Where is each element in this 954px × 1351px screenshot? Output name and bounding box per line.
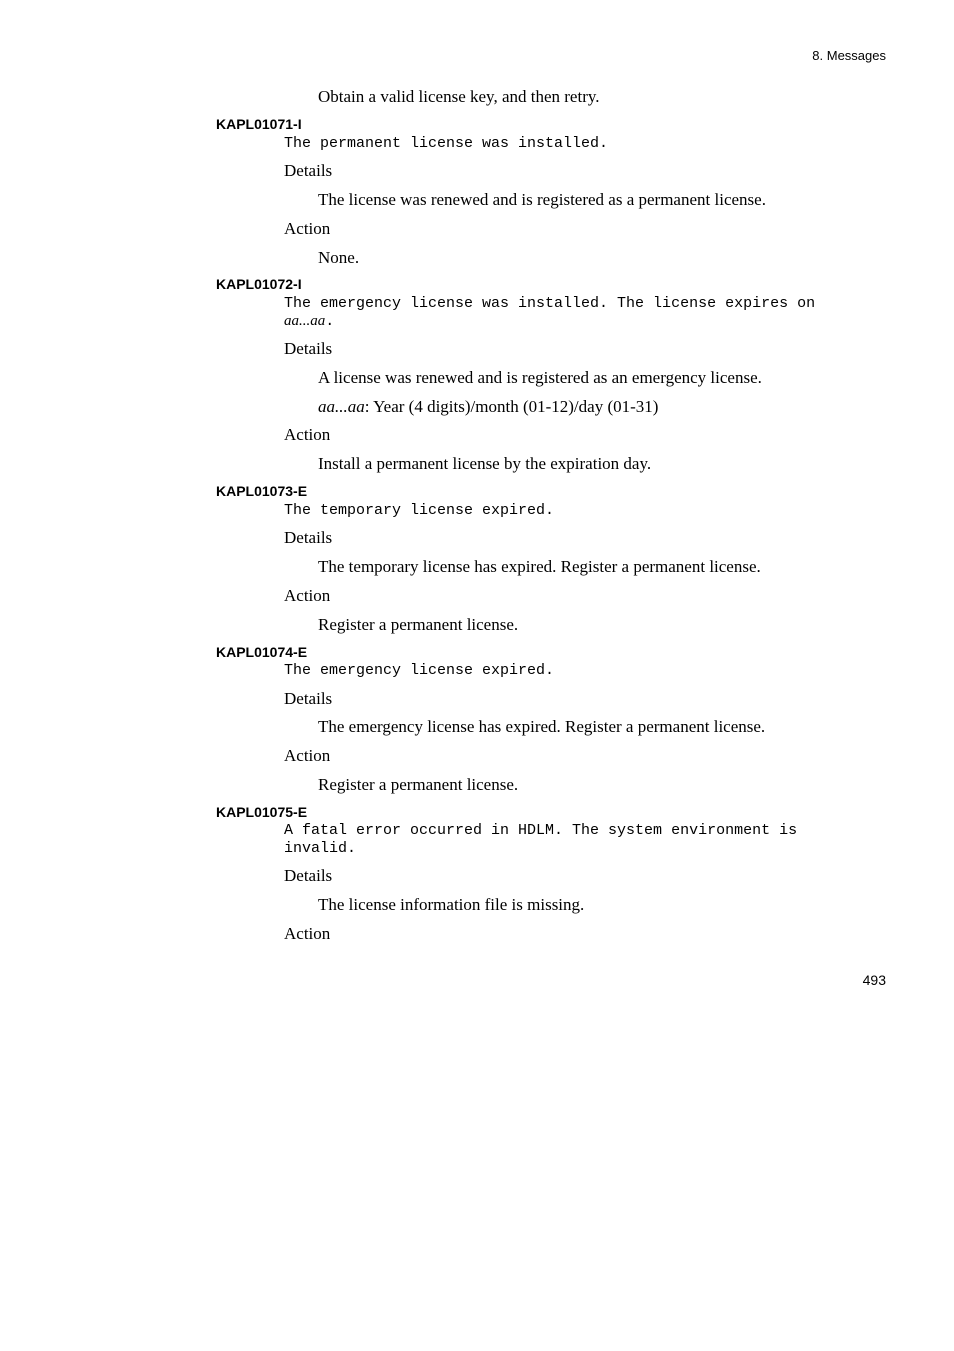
variable-name: aa...aa bbox=[318, 397, 365, 416]
action-label: Action bbox=[284, 425, 331, 444]
action-text: Register a permanent license. bbox=[318, 775, 519, 794]
details-text: The license was renewed and is registered as a permanent license. bbox=[318, 190, 766, 209]
details-text: The temporary license has expired. Register a permanent license. bbox=[318, 557, 761, 576]
action-text: Install a permanent license by the expiration day. bbox=[318, 454, 652, 473]
action-text: None. bbox=[318, 248, 360, 267]
details-label: Details bbox=[284, 339, 333, 358]
message-id: KAPL01073-E bbox=[216, 483, 308, 499]
details-label: Details bbox=[284, 528, 333, 547]
message-text-line2 bbox=[284, 313, 334, 330]
message-id: KAPL01072-I bbox=[216, 276, 302, 292]
message-text-line2: invalid. bbox=[284, 840, 357, 857]
action-label: Action bbox=[284, 219, 331, 238]
message-variable: aa...aa bbox=[284, 313, 326, 329]
message-text: A fatal error occurred in HDLM. The system environment is bbox=[284, 822, 798, 839]
details-label: Details bbox=[284, 161, 333, 180]
message-id: KAPL01075-E bbox=[216, 804, 308, 820]
intro-action-text: Obtain a valid license key, and then retry. bbox=[318, 87, 600, 106]
message-id: KAPL01074-E bbox=[216, 644, 308, 660]
details-text: The license information file is missing. bbox=[318, 895, 585, 914]
action-label: Action bbox=[284, 586, 331, 605]
message-id: KAPL01071-I bbox=[216, 116, 302, 132]
variable-description bbox=[318, 397, 658, 417]
variable-desc-text: : Year (4 digits)/month (01-12)/day (01-31) bbox=[364, 397, 659, 416]
message-text: The emergency license was installed. The license expires on bbox=[284, 295, 816, 312]
message-text: The permanent license was installed. bbox=[284, 135, 609, 152]
message-text: The emergency license expired. bbox=[284, 662, 555, 679]
details-text: The emergency license has expired. Register a permanent license. bbox=[318, 717, 766, 736]
page-number: 493 bbox=[862, 972, 886, 988]
details-text: A license was renewed and is registered as an emergency license. bbox=[318, 368, 762, 387]
message-text: The temporary license expired. bbox=[284, 502, 555, 519]
action-label: Action bbox=[284, 924, 331, 943]
action-text: Register a permanent license. bbox=[318, 615, 519, 634]
running-head: 8. Messages bbox=[812, 48, 886, 63]
message-text-end: . bbox=[325, 313, 335, 330]
details-label: Details bbox=[284, 689, 333, 708]
action-label: Action bbox=[284, 746, 331, 765]
details-label: Details bbox=[284, 866, 333, 885]
